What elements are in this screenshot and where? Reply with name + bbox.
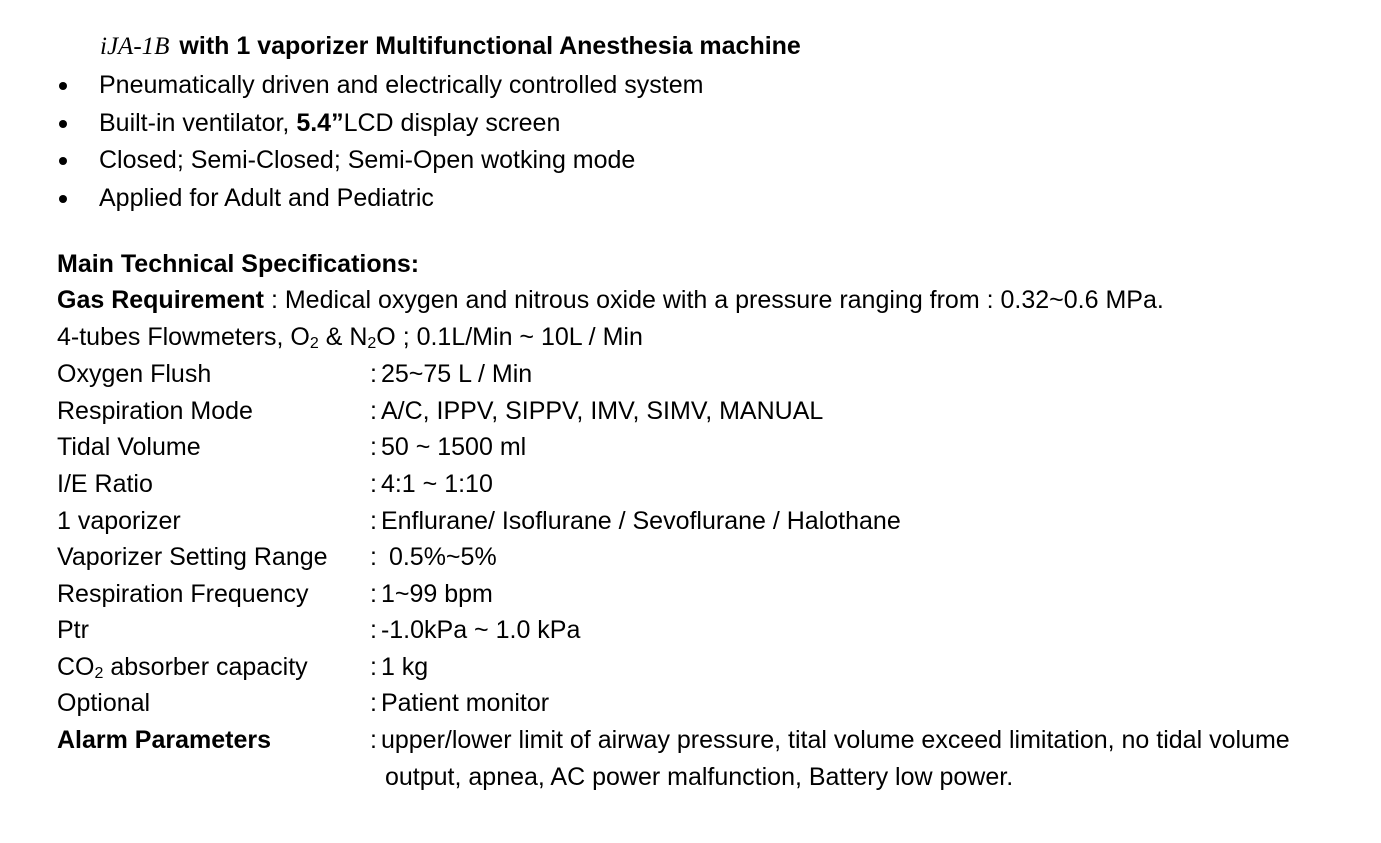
feature-item: Closed; Semi-Closed; Semi-Open wotking mode (57, 145, 703, 183)
spec-value: : 1 kg (370, 653, 429, 681)
spec-label: Vaporizer Setting Range (57, 543, 328, 571)
spec-value: : 25~75 L / Min (370, 360, 533, 388)
spec-row-tidal-volume (57, 433, 1357, 467)
gas-text: : Medical oxygen and nitrous oxide with a pressure ranging from : 0.32~0.6 MPa. (264, 286, 1164, 314)
spec-label: Optional (57, 689, 151, 717)
spec-value: : 1~99 bpm (370, 580, 493, 608)
spec-row-vaporizer-range (57, 543, 1357, 577)
spec-label: Alarm Parameters (57, 726, 272, 754)
spec-label: Tidal Volume (57, 433, 201, 461)
spec-value: : Patient monitor (370, 689, 550, 717)
feature-item: Applied for Adult and Pediatric (57, 183, 703, 221)
spec-row-alarm-parameters (57, 722, 1357, 802)
gas-requirement (57, 286, 1164, 315)
bullet-icon (59, 157, 67, 165)
spec-value: : -1.0kPa ~ 1.0 kPa (370, 616, 581, 644)
spec-value: : 0.5%~5% (370, 543, 497, 571)
spec-value: : 50 ~ 1500 ml (370, 433, 527, 461)
spec-row-co2-absorber (57, 653, 1357, 687)
spec-value: : A/C, IPPV, SIPPV, IMV, SIMV, MANUAL (370, 397, 824, 425)
flowmeter-spec: 4-tubes Flowmeters, $O_2$ & $N_2O$ ; 0.1L/Min ~ 10L / Min (57, 323, 643, 352)
spec-row-ie-ratio (57, 470, 1357, 504)
gas-label: Gas Requirement (57, 286, 265, 314)
spec-row-respiration-mode (57, 397, 1357, 431)
feature-item: Pneumatically driven and electrically controlled system (57, 70, 703, 108)
product-title (100, 32, 801, 61)
spec-value: : Enflurane/ Isoflurane / Sevoflurane / Halothane (370, 507, 901, 535)
spec-label: I/E Ratio (57, 470, 153, 498)
spec-row-oxygen-flush (57, 360, 1357, 394)
spec-label: $CO_2$ absorber capacity (57, 653, 308, 682)
model-name: iJA-1B (100, 33, 170, 60)
spec-label: Oxygen Flush (57, 360, 212, 388)
spec-label: Ptr (57, 616, 89, 644)
spec-row-optional (57, 689, 1357, 723)
feature-list (57, 70, 703, 220)
spec-label: Respiration Frequency (57, 580, 309, 608)
feature-item: Built-in ventilator, 5.4”LCD display screen (57, 108, 703, 146)
bullet-icon (59, 195, 67, 203)
spec-row-respiration-frequency (57, 580, 1357, 614)
spec-value: : upper/lower limit of airway pressure, tital volume exceed limitation, no tidal volume output, apnea, AC power malfunction, Battery low power. (370, 726, 1290, 791)
title-text: with 1 vaporizer Multifunctional Anesthesia machine (179, 32, 801, 60)
bullet-icon (59, 82, 67, 90)
specs-heading: Main Technical Specifications: (57, 250, 420, 278)
spec-row-ptr (57, 616, 1357, 650)
bullet-icon (59, 120, 67, 128)
spec-label: 1 vaporizer (57, 507, 181, 535)
spec-value: : 4:1 ~ 1:10 (370, 470, 493, 498)
spec-label: Respiration Mode (57, 397, 253, 425)
spec-row-vaporizer (57, 507, 1357, 541)
